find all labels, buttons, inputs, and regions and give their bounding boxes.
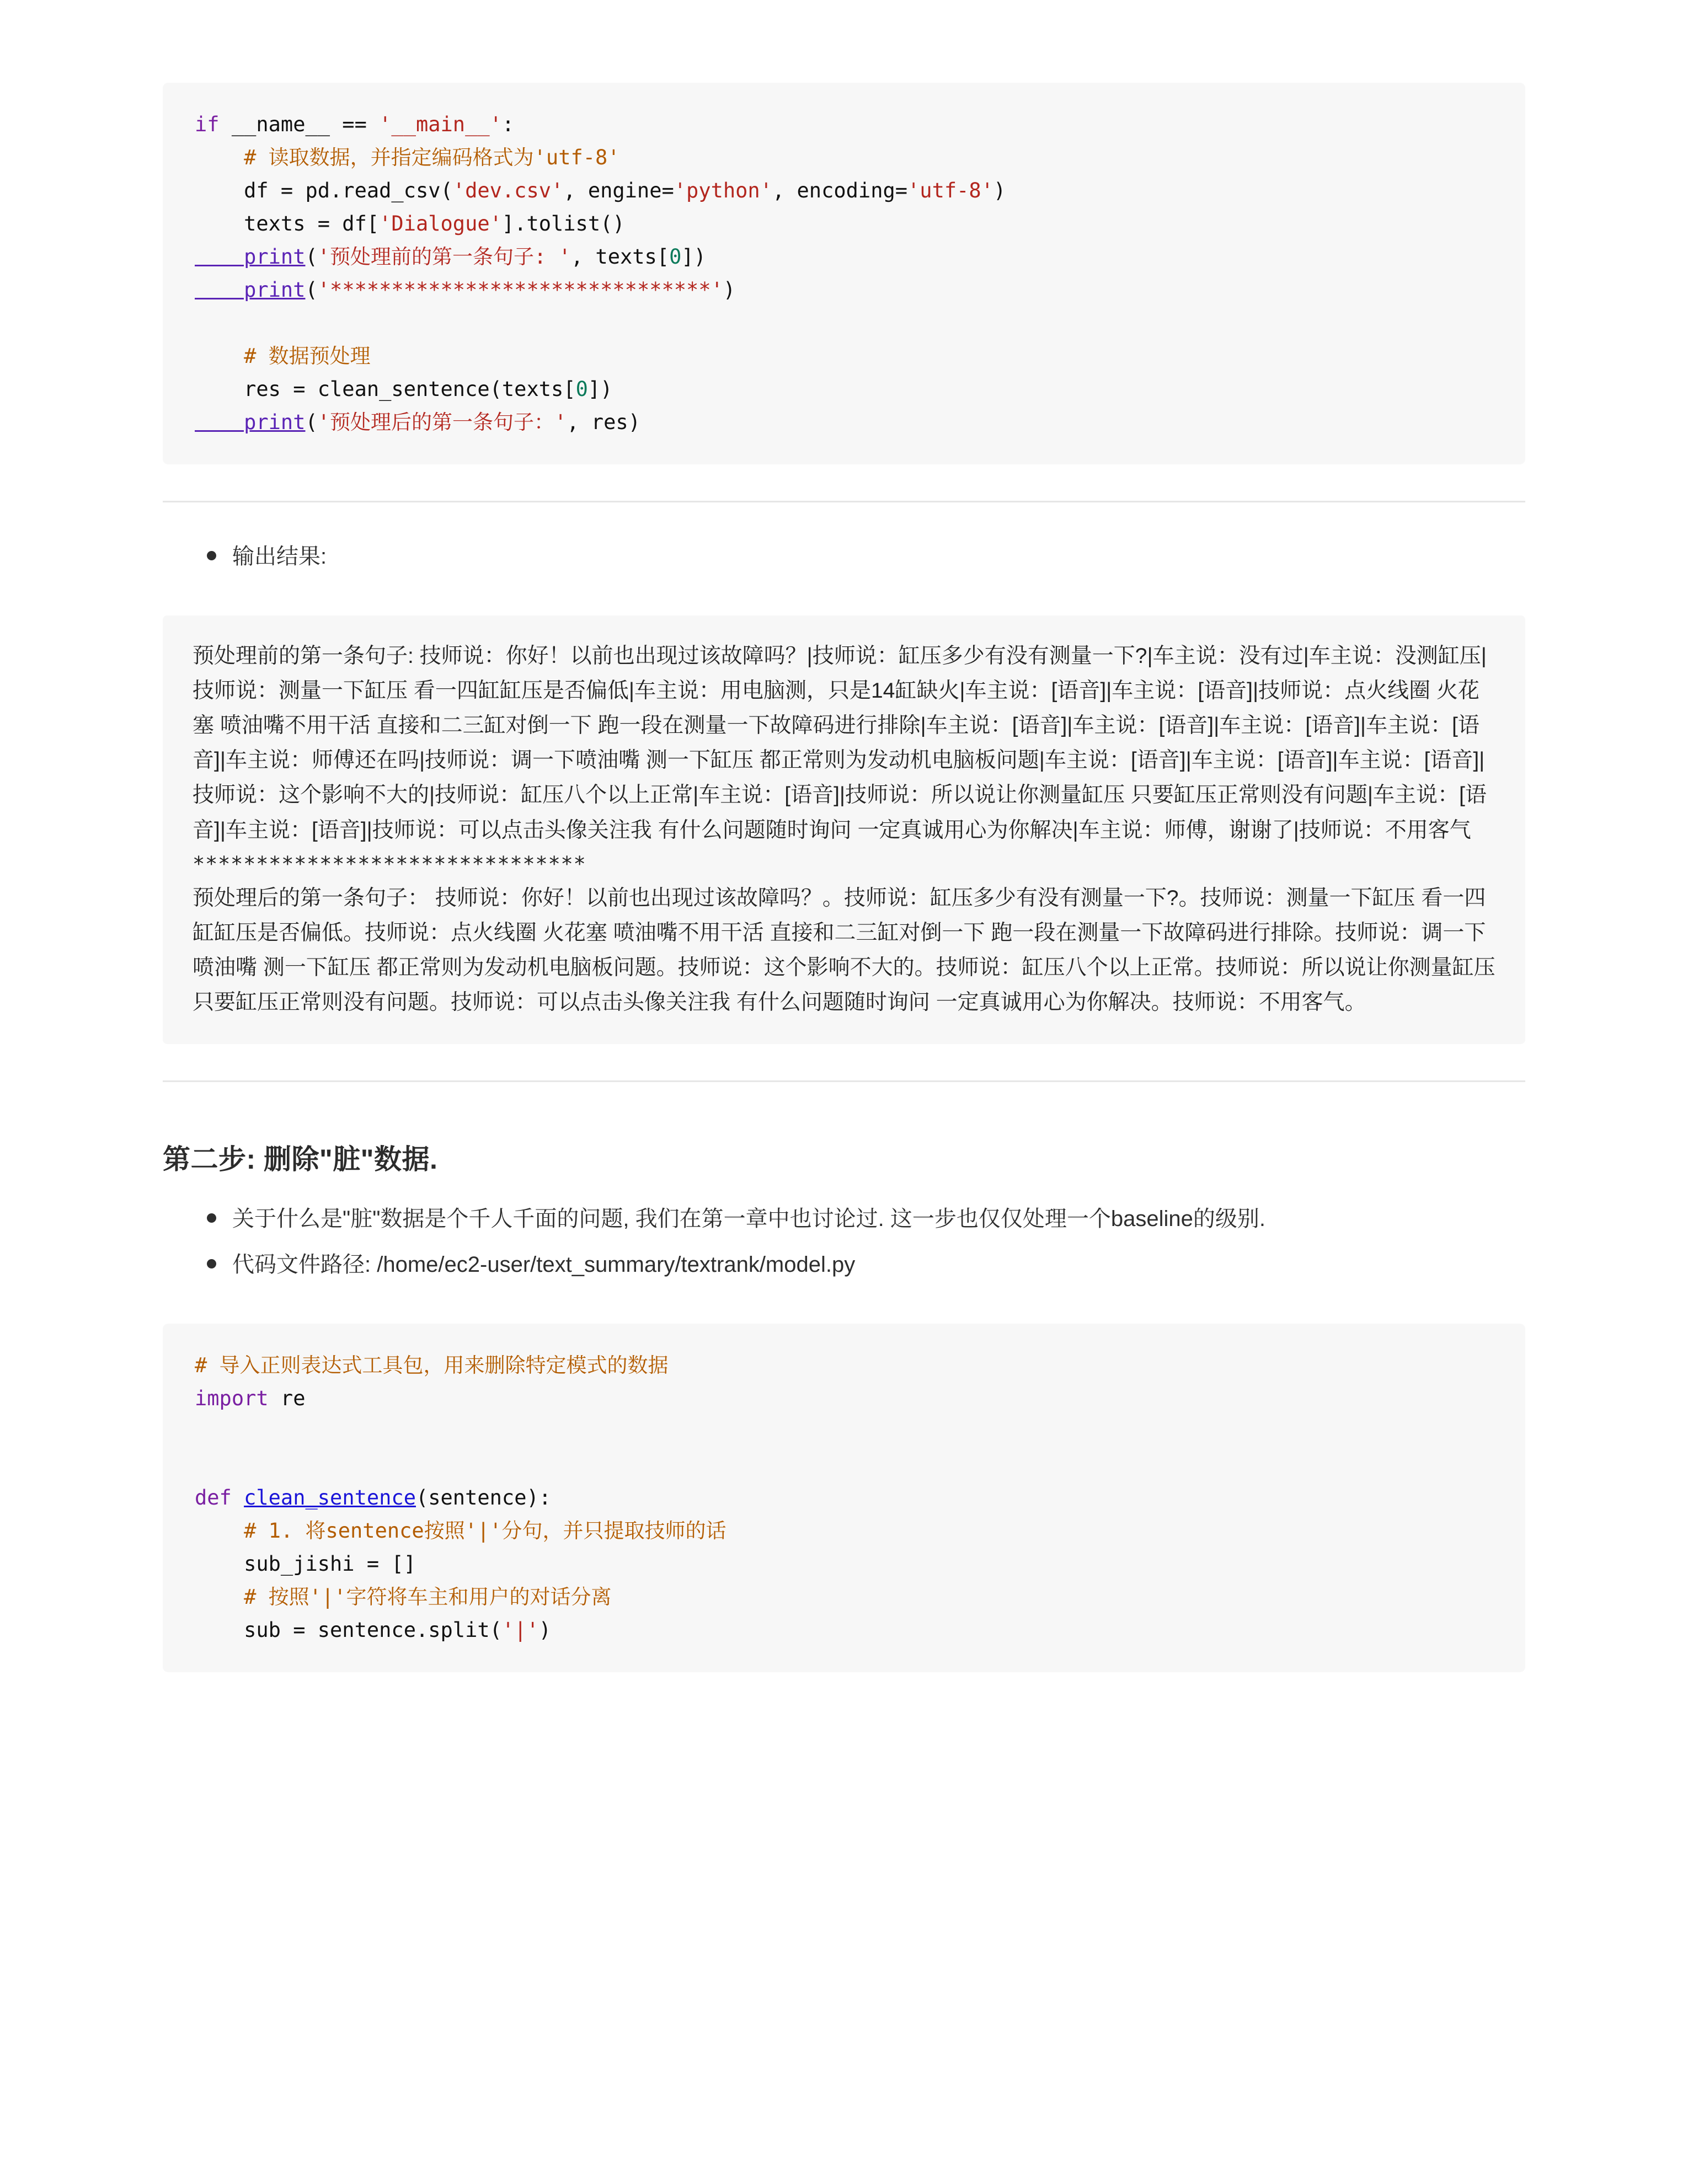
code-line xyxy=(195,340,1493,373)
code-token: '预处理前的第一条句子: ' xyxy=(317,245,571,269)
section-heading-step-two: 第二步: 删除"脏"数据. xyxy=(163,1144,438,1175)
code-token: import xyxy=(195,1387,269,1411)
code-token: : xyxy=(501,113,515,136)
output-result-bullet-list xyxy=(163,539,1525,575)
code-token: re xyxy=(268,1387,306,1411)
code-line xyxy=(195,1415,1493,1448)
code-token: df = pd.read_csv( xyxy=(195,179,453,202)
list-item xyxy=(207,539,1525,575)
list-item xyxy=(207,1247,1525,1283)
code-token: ) xyxy=(993,179,1006,202)
code-token: # 按照 xyxy=(195,1585,309,1609)
section-divider-1 xyxy=(163,501,1525,502)
code-token: 字符将车主和用户的对话分离 xyxy=(346,1585,612,1609)
bullet-text-code-path: 代码文件路径: /home/ec2-user/text_summary/textrank/model.py xyxy=(232,1252,856,1277)
code-token: def xyxy=(195,1486,244,1510)
code-token: # 1. 将sentence按照 xyxy=(195,1519,465,1543)
bullet-text-dirty-data: 关于什么是"脏"数据是个千人千面的问题, 我们在第一章中也讨论过. 这一步也仅仅处理一个baseline的级别. xyxy=(232,1207,1265,1232)
section-divider-2 xyxy=(163,1080,1525,1082)
code-line xyxy=(195,1514,1493,1548)
code-line xyxy=(195,108,1493,141)
section-bullet-list xyxy=(163,1201,1525,1283)
code-line xyxy=(195,307,1493,340)
output-after-text: 预处理后的第一条句子： 技师说：你好！以前也出现过该故障吗？。技师说：缸压多少有没有测量一下?。技师说：测量一下缸压 看一四缸缸压是否偏低。技师说：点火线圈 火花塞 喷油嘴不用干活 直接和二三缸对倒一下 跑一段在测量一下故障码进行排除。技师说：调一下喷油嘴 测一下缸压 都正常则为发动机电脑板问题。技师说：这个影响不大的。技师说：缸压八个以上正常。技师说：所以说让你测量缸压 只要缸压正常则没有问题。技师说：可以点击头像关注我 有什么问题随时询问 一定真诚用心为你解决。技师说：不用客气。 xyxy=(193,886,1495,1015)
code-token: # 数据预处理 xyxy=(195,344,371,368)
code-token: '__main__' xyxy=(379,113,502,136)
code-token: print xyxy=(195,410,306,434)
output-before-text: 预处理前的第一条句子: 技师说：你好！以前也出现过该故障吗？|技师说：缸压多少有没有测量一下?|车主说：没有过|车主说：没测缸压|技师说：测量一下缸压 看一四缸缸压是否偏低|车主说：用电脑测，只是14缸缺火|车主说：[语音]|车主说：[语音]|技师说：点火线圈 火花塞 喷油嘴不用干活 直接和二三缸对倒一下 跑一段在测量一下故障码进行排除|车主说：[语音]|车主说：[语音]|车主说：[语音]|车主说：[语音]|车主说：师傅还在吗|技师说：调一下喷油嘴 测一下缸压 都正常则为发动机电脑板问题|车主说：[语音]|车主说：[语音]|车主说：[语音]|技师说：这个影响不大的|技师说：缸压八个以上正常|车主说：[语音]|技师说：所以说让你测量缸压 只要缸压正常则没有问题|车主说：[语音]|车主说：[语音]|技师说：可以点击头像关注我 有什么问题随时询问 一定真诚用心为你解决|车主说：师傅，谢谢了|技师说：不用客气 xyxy=(193,644,1487,842)
code-token: res = clean_sentence(texts[ xyxy=(195,377,576,401)
code-token: print xyxy=(195,278,306,302)
code-token: , encoding= xyxy=(772,179,908,202)
code-line xyxy=(195,141,1493,174)
code-line xyxy=(195,1481,1493,1514)
code-token: sub_jishi = [] xyxy=(195,1552,416,1576)
code-line xyxy=(195,1349,1493,1382)
output-separator-asterisks: ******************************* xyxy=(193,852,586,876)
code-token: ( xyxy=(305,245,318,269)
code-token: ( xyxy=(305,410,318,434)
code-token: ) xyxy=(723,278,736,302)
code-token: ].tolist() xyxy=(501,212,625,235)
code-line xyxy=(195,406,1493,439)
code-line xyxy=(195,174,1493,207)
code-token: 'utf-8' xyxy=(907,179,993,202)
code-token: clean_sentence xyxy=(244,1486,416,1510)
code-line xyxy=(195,373,1493,406)
code-token: 分句，并只提取技师的话 xyxy=(501,1519,727,1543)
code-token: 'Dialogue' xyxy=(379,212,502,235)
code-token: # 导入正则表达式工具包，用来删除特定模式的数据 xyxy=(195,1353,669,1378)
list-item xyxy=(207,1201,1525,1237)
code-token: ]) xyxy=(681,245,706,269)
code-token: ) xyxy=(538,1618,552,1642)
code-line xyxy=(195,1448,1493,1481)
code-token: print xyxy=(195,245,306,269)
code-token: '*******************************' xyxy=(317,278,723,302)
code-line xyxy=(195,274,1493,307)
code-token: 'utf-8' xyxy=(533,146,620,169)
code-token: sub = sentence.split( xyxy=(195,1618,502,1642)
code-token: (sentence): xyxy=(415,1486,552,1510)
code-block-clean-sentence[interactable] xyxy=(163,1324,1525,1672)
code-token: if xyxy=(195,113,232,136)
code-token: , res) xyxy=(567,410,640,434)
code-line xyxy=(195,207,1493,240)
code-token: __name__ == xyxy=(231,113,380,136)
code-token: '|' xyxy=(309,1585,346,1609)
code-token: '预处理后的第一条句子：' xyxy=(317,410,567,434)
code-line xyxy=(195,240,1493,274)
code-token: , texts[ xyxy=(570,245,670,269)
code-token: '|' xyxy=(501,1618,539,1642)
code-line xyxy=(195,1382,1493,1415)
code-token: ( xyxy=(305,278,318,302)
code-line xyxy=(195,1548,1493,1581)
code-line xyxy=(195,1614,1493,1647)
code-block-main-entry[interactable] xyxy=(163,83,1525,464)
code-token: # 读取数据，并指定编码格式为 xyxy=(195,146,534,169)
code-token: texts = df[ xyxy=(195,212,380,235)
document-content xyxy=(163,0,1525,1672)
code-token: 0 xyxy=(575,377,588,401)
code-output-block xyxy=(163,615,1525,1045)
code-token: ]) xyxy=(587,377,613,401)
code-line xyxy=(195,1581,1493,1614)
code-token: '|' xyxy=(464,1519,502,1543)
output-result-label: 输出结果: xyxy=(232,544,327,569)
code-token: 'python' xyxy=(674,179,772,202)
code-token: 0 xyxy=(669,245,682,269)
code-token: 'dev.csv' xyxy=(452,179,564,202)
code-token: , engine= xyxy=(563,179,674,202)
